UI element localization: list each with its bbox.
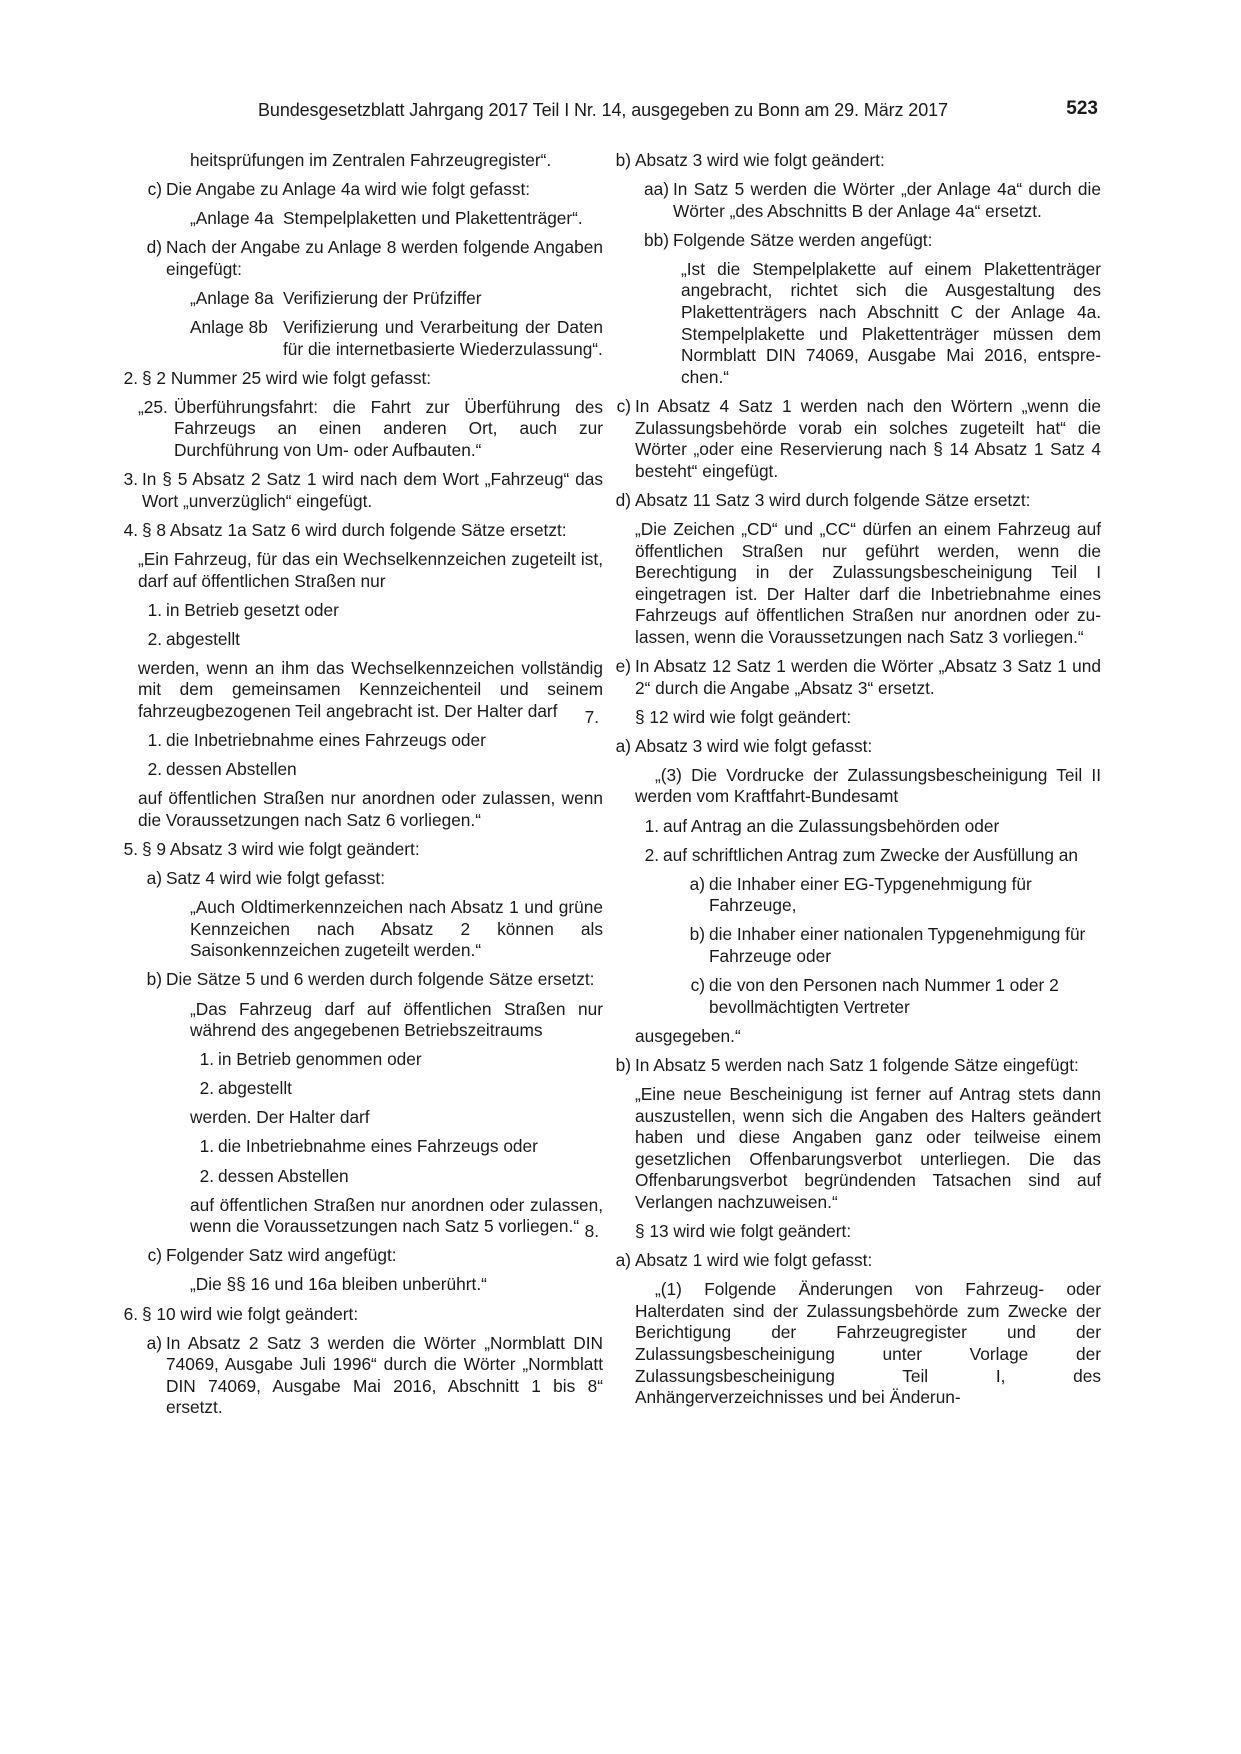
paragraph — [138, 1107, 603, 1129]
list-item — [635, 230, 1101, 252]
text: in Betrieb genommen oder — [218, 1049, 422, 1070]
text: In Absatz 5 werden nach Satz 1 folgende Sätze eingefügt: — [635, 1054, 1079, 1075]
list-item — [635, 179, 1101, 222]
text: dessen Abstellen — [218, 1165, 349, 1186]
list-marker: c) — [616, 395, 631, 416]
paragraph — [635, 1084, 1101, 1214]
list-item — [138, 1245, 603, 1267]
text: § 8 Absatz 1a Satz 6 wird durch folgende Sätze ersetzt: — [142, 519, 567, 540]
list-item — [584, 1221, 1101, 1243]
text: § 2 Nummer 25 wird wie folgt gefasst: — [142, 367, 432, 388]
paragraph — [138, 1195, 603, 1238]
text: „Ein Fahrzeug, für das ein Wechselkennzeichen zugeteilt ist, darf auf öffentlichen Straßen nur — [138, 548, 603, 591]
list-item — [138, 868, 603, 890]
list-item — [138, 237, 603, 280]
text: auf schriftlichen Antrag zum Zwecke der Ausfüllung an — [663, 844, 1078, 865]
paragraph — [138, 549, 603, 592]
text: „Ist die Stempelplakette auf einem Plakettenträger angebracht, richtet sich die Ausgestaltung des Plakettenträgers nach Abschnitt C der Anlage 4a. Stempelplakette und Plakettenträger müssen dem Normblatt DIN 74069, Ausgabe Mai 2016, entsprechen.“ — [681, 258, 1101, 387]
running-title: Bundesgesetzblatt Jahrgang 2017 Teil I Nr. 14, ausgegeben zu Bonn am 29. März 2017 — [258, 100, 948, 120]
list-item — [138, 179, 603, 201]
page-header — [258, 100, 1098, 126]
text: abgestellt — [218, 1078, 292, 1099]
anlage-entry — [138, 317, 603, 360]
list-marker: e) — [615, 655, 631, 676]
text: Absatz 11 Satz 3 wird durch folgende Sätze ersetzt: — [635, 489, 1031, 510]
list-item — [615, 735, 1101, 758]
list-item — [615, 1054, 1101, 1077]
list-marker: d) — [146, 237, 162, 258]
paragraph — [138, 658, 603, 723]
list-marker: 2. — [199, 1165, 214, 1186]
list-item — [138, 759, 603, 781]
definition-entry — [138, 397, 603, 462]
text: die Inhaber einer nationalen Typgenehmigung für Fahrzeuge oder — [709, 924, 1086, 966]
list-marker: aa) — [644, 179, 669, 200]
list-item — [635, 975, 1101, 1018]
list-marker: 3. — [123, 469, 138, 490]
paragraph — [138, 788, 603, 831]
anlage-key: „Anlage 8a — [190, 287, 274, 308]
text: Nach der Angabe zu Anlage 8 werden folgende Angaben eingefügt: — [166, 237, 603, 279]
text: Absatz 3 wird wie folgt gefasst: — [635, 735, 873, 756]
list-marker: a) — [615, 735, 631, 756]
text: Die Angabe zu Anlage 4a wird wie folgt gefasst: — [166, 179, 531, 200]
text: „Die Zeichen „CD“ und „CC“ dürfen an einem Fahrzeug auf öffentlichen Straßen nur geführt werden, wenn die Berechtigung in der Zulassungsbescheinigung Teil I eingetragen ist. Der Halter darf die Inbetriebnahme eines Fahrzeugs auf öffentlichen Straßen nur anordnen oder zulassen, wenn die Voraussetzungen nach Satz 3 vorliegen.“ — [635, 518, 1101, 647]
list-marker: d) — [615, 489, 631, 510]
list-item — [635, 874, 1101, 917]
list-marker: a) — [615, 1250, 631, 1271]
paragraph — [138, 897, 603, 962]
text: In Absatz 2 Satz 3 werden die Wörter „Normblatt DIN 74069, Ausgabe Juli 1996“ durch die Wörter „Normblatt DIN 74069, Ausgabe Mai 2016, Abschnitt 1 bis 8“ ersetzt. — [166, 1332, 603, 1418]
list-marker: 2. — [147, 628, 162, 649]
list-item — [138, 1333, 603, 1419]
list-item — [635, 924, 1101, 967]
list-marker: 8. — [584, 1221, 599, 1242]
list-item — [615, 655, 1101, 699]
text: Absatz 1 wird wie folgt gefasst: — [635, 1250, 873, 1271]
list-marker: b) — [615, 1054, 631, 1075]
text: § 10 wird wie folgt geändert: — [142, 1303, 359, 1324]
text: auf öffentlichen Straßen nur anordnen oder zulassen, wenn die Voraussetzungen nach Satz 6 vorliegen.“ — [138, 788, 603, 830]
list-marker: 4. — [123, 519, 138, 540]
list-item — [138, 1166, 603, 1188]
list-item — [584, 706, 1101, 729]
list-marker: 6. — [123, 1303, 138, 1324]
list-marker: 2. — [123, 367, 138, 388]
anlage-title: Stempelplaketten und Plakettenträger“. — [283, 208, 583, 229]
list-item — [138, 969, 603, 991]
text: „Eine neue Bescheinigung ist ferner auf Antrag stets dann auszustellen, wenn sich die Angaben des Halters geändert haben und diese Angaben ganz oder teilweise einem gesetzlichen Offenbarungsverbot unterliegen. Die das Offenbarungsverbot begründenden Tatsachen sind auf Verlangen nachzuweisen.“ — [635, 1083, 1101, 1212]
list-item — [635, 845, 1101, 867]
text: dessen Abstellen — [166, 759, 297, 780]
text: werden, wenn an ihm das Wechselkennzeichen vollständig mit dem gemeinsamen Kennzeichenteil und seinem fahrzeugbezogenen Teil angebracht ist. Der Halter darf — [138, 657, 603, 721]
text: In Absatz 12 Satz 1 werden die Wörter „Absatz 3 Satz 1 und 2“ durch die Angabe „Absatz 3“ ersetzt. — [635, 655, 1101, 698]
list-item — [138, 1136, 603, 1158]
list-marker: 1. — [147, 730, 162, 751]
list-marker: 5. — [123, 838, 138, 859]
text: „Die §§ 16 und 16a bleiben unberührt.“ — [190, 1274, 487, 1295]
definition-number: „25. — [138, 396, 168, 417]
text: werden. Der Halter darf — [190, 1107, 370, 1128]
definition-text: Überführungsfahrt: die Fahrt zur Überführung des Fahrzeugs an einen anderen Ort, auch zur Durchführung von Um- oder Aufbauten.“ — [174, 396, 603, 461]
list-item — [635, 816, 1101, 838]
anlage-title: Verifizierung der Prüfziffer — [283, 287, 482, 308]
list-marker: c) — [147, 1245, 162, 1266]
text: Folgender Satz wird angefügt: — [166, 1245, 397, 1266]
text: In Satz 5 werden die Wörter „der Anlage 4a“ durch die Wörter „des Abschnitts B der Anlage 4a“ ersetzt. — [673, 179, 1101, 221]
list-item — [138, 629, 603, 651]
text: die von den Personen nach Nummer 1 oder 2 bevollmächtigten Vertreter — [709, 975, 1059, 1017]
text: die Inhaber einer EG-Typgenehmigung für Fahrzeuge, — [709, 873, 1032, 916]
list-marker: 1. — [199, 1049, 214, 1070]
text: „(1) Folgende Änderungen von Fahrzeug- oder Halterdaten sind der Zulassungsbehörde zum Zwecke der Berichtigung der Fahrzeugregister und der Zulassungsbescheinigung unter Vorlage der Zulassungsbescheinigung Teil I, des Anhängerverzeichnisses und bei Änderun- — [635, 1279, 1101, 1408]
text: heitsprüfungen im Zentralen Fahrzeugregister“. — [190, 150, 552, 170]
text: Folgende Sätze werden angefügt: — [673, 229, 933, 250]
list-item — [138, 730, 603, 752]
text: „(3) Die Vordrucke der Zulassungsbescheinigung Teil II werden vom Kraftfahrt-Bundesamt — [635, 764, 1101, 807]
list-marker: c) — [690, 975, 705, 996]
list-item — [615, 489, 1101, 512]
text: auf öffentlichen Straßen nur anordnen oder zulassen, wenn die Voraussetzungen nach Satz 5 vorliegen.“ — [190, 1194, 603, 1237]
right-column — [584, 150, 1101, 1416]
paragraph — [635, 765, 1101, 808]
text: „Auch Oldtimerkennzeichen nach Absatz 1 und grüne Kennzeichen nach Absatz 2 können als Saisonkennzeichen zugeteilt werden.“ — [190, 897, 603, 961]
anlage-key: „Anlage 4a — [190, 208, 274, 229]
list-item — [615, 1250, 1101, 1272]
text: auf Antrag an die Zulassungsbehörden oder — [663, 815, 1000, 836]
list-item — [138, 1049, 603, 1071]
text: In § 5 Absatz 2 Satz 1 wird nach dem Wort „Fahrzeug“ das Wort „unverzüglich“ eingefügt. — [142, 469, 603, 511]
list-marker: bb) — [644, 229, 669, 250]
text: § 12 wird wie folgt geändert: — [635, 706, 852, 727]
anlage-entry — [138, 208, 603, 230]
text: § 13 wird wie folgt geändert: — [635, 1221, 852, 1242]
paragraph — [635, 259, 1101, 389]
text: ausgegeben.“ — [635, 1025, 741, 1046]
text: „Das Fahrzeug darf auf öffentlichen Straßen nur während des angegebenen Betriebszeitraums — [190, 998, 603, 1041]
list-marker: 2. — [147, 759, 162, 780]
paragraph — [138, 1274, 603, 1296]
list-marker: a) — [146, 1332, 162, 1353]
left-column — [123, 150, 603, 1427]
anlage-title: Verifizierung und Verarbeitung der Daten für die internetbasierte Wiederzulassung“. — [283, 317, 603, 359]
page-number: 523 — [1066, 98, 1098, 119]
text: abgestellt — [166, 628, 240, 649]
list-item — [123, 519, 603, 542]
list-marker: c) — [147, 179, 162, 200]
text: In Absatz 4 Satz 1 werden nach den Wörtern „wenn die Zulassungsbehörde vorab ein solches zugeteilt hat“ die Wörter „oder eine Reservierung nach § 14 Absatz 1 Satz 4 besteht“ eingefügt. — [635, 395, 1101, 481]
list-item — [123, 838, 603, 861]
list-item — [138, 600, 603, 622]
list-marker: 7. — [584, 706, 599, 727]
paragraph — [635, 1279, 1101, 1409]
list-item — [123, 367, 603, 390]
text: Absatz 3 wird wie folgt geändert: — [635, 150, 885, 170]
text: die Inbetriebnahme eines Fahrzeugs oder — [166, 730, 486, 751]
text: in Betrieb gesetzt oder — [166, 599, 339, 620]
list-item — [616, 395, 1101, 482]
list-marker: b) — [615, 150, 631, 170]
list-marker: 2. — [199, 1078, 214, 1099]
list-marker: a) — [146, 868, 162, 889]
paragraph — [635, 519, 1101, 649]
list-marker: 1. — [644, 815, 659, 836]
anlage-key: Anlage 8b — [190, 317, 268, 338]
list-item — [123, 1303, 603, 1326]
list-item — [615, 150, 1101, 172]
list-marker: 2. — [644, 844, 659, 865]
anlage-entry — [138, 288, 603, 310]
list-item — [138, 1078, 603, 1100]
paragraph — [138, 150, 603, 172]
list-marker: b) — [689, 924, 705, 945]
list-marker: b) — [146, 969, 162, 990]
list-marker: 1. — [199, 1136, 214, 1157]
text: Satz 4 wird wie folgt gefasst: — [166, 868, 385, 889]
paragraph — [138, 999, 603, 1042]
text: Die Sätze 5 und 6 werden durch folgende Sätze ersetzt: — [166, 969, 595, 990]
paragraph — [635, 1026, 1101, 1048]
list-marker: a) — [689, 873, 705, 894]
list-item — [123, 469, 603, 512]
text: § 9 Absatz 3 wird wie folgt geändert: — [142, 838, 420, 859]
text: die Inbetriebnahme eines Fahrzeugs oder — [218, 1136, 538, 1157]
list-marker: 1. — [147, 599, 162, 620]
